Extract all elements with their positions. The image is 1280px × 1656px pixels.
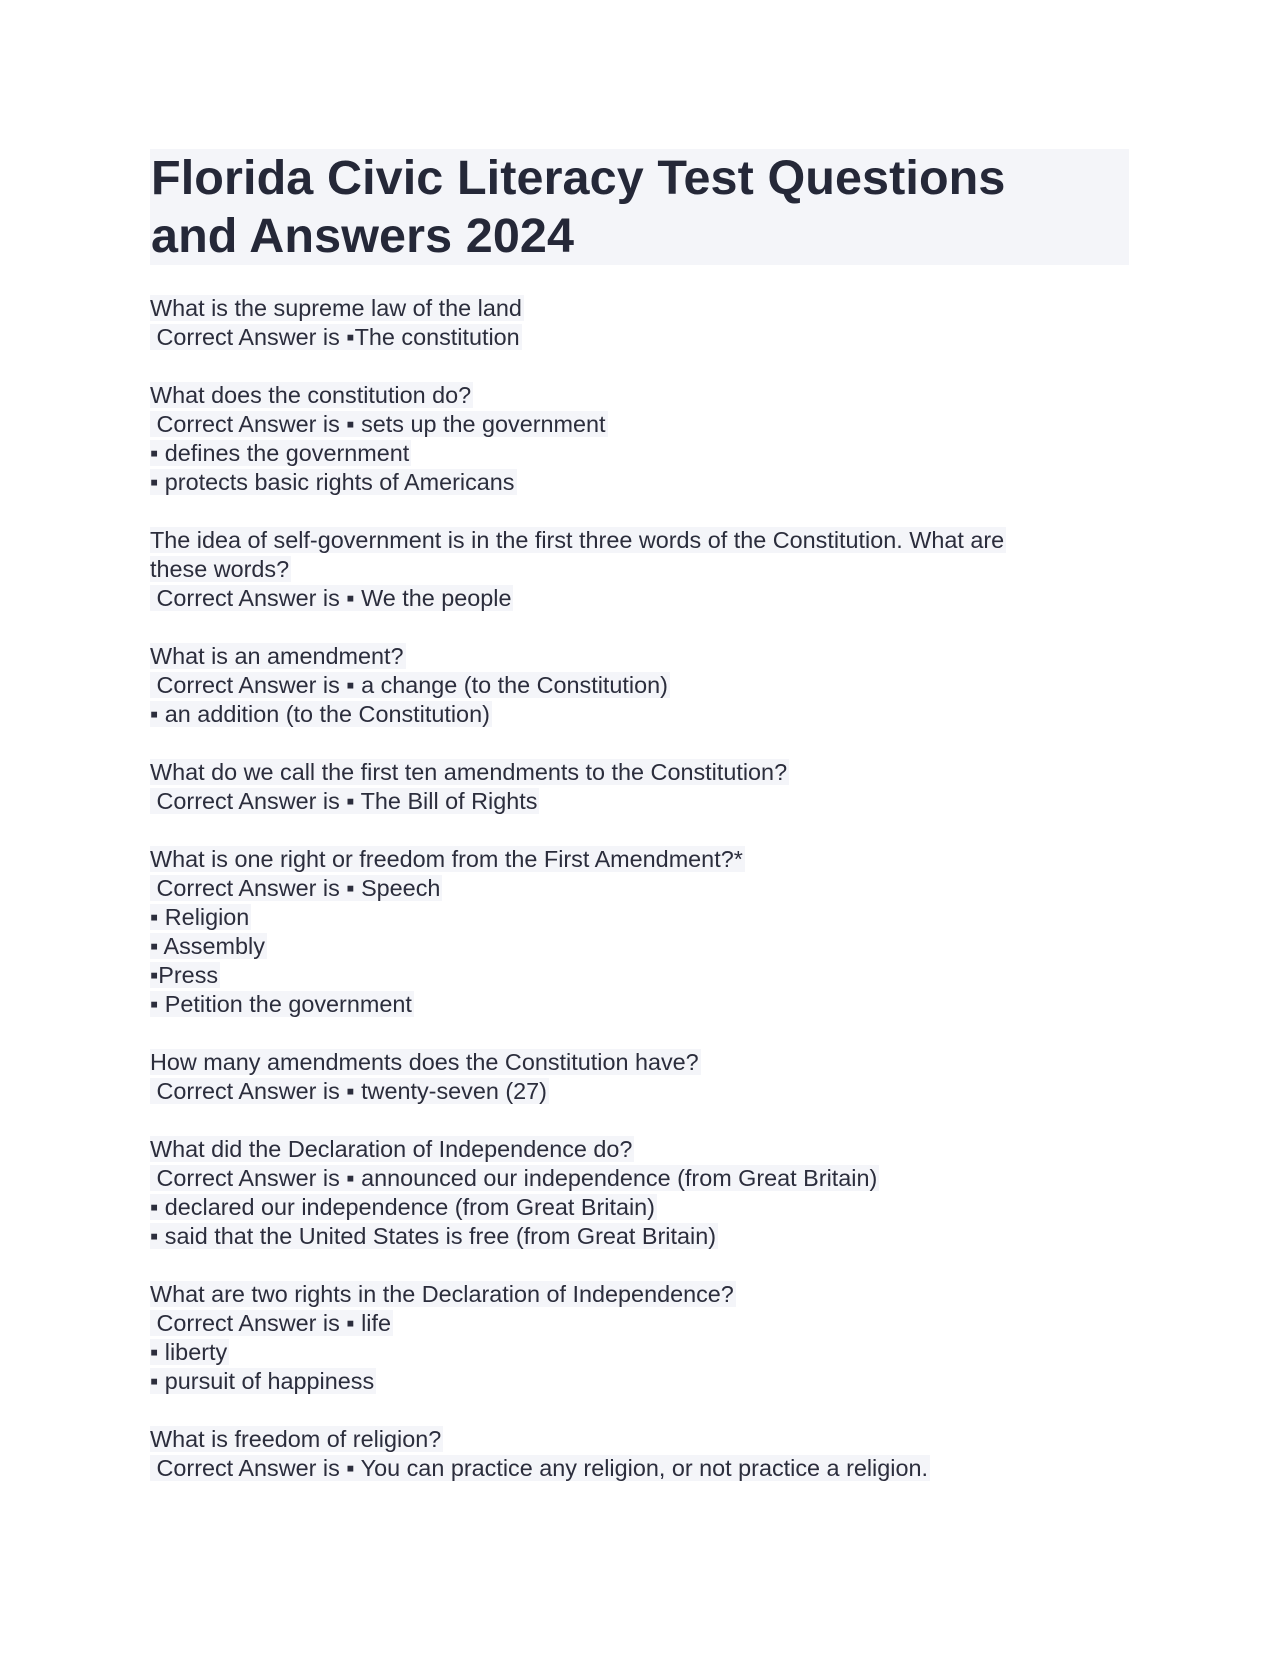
- correct-answer-line: [150, 1164, 1130, 1193]
- qa-item: [150, 381, 1130, 497]
- answer-text: Correct Answer is ▪ Speech: [150, 875, 441, 901]
- correct-answer-line: [150, 1077, 1130, 1106]
- question-text: What is one right or freedom from the First Amendment?*: [150, 846, 743, 872]
- correct-answer-line: [150, 323, 1130, 352]
- question-line: [150, 758, 1130, 787]
- qa-item: [150, 642, 1130, 729]
- answer-text: Correct Answer is ▪ a change (to the Constitution): [150, 672, 668, 698]
- question-text: What is the supreme law of the land: [150, 295, 522, 321]
- document-title: [150, 149, 1129, 265]
- correct-answer-line: [150, 874, 1130, 903]
- answer-option-line: [150, 932, 1130, 961]
- answer-text: Correct Answer is ▪ We the people: [150, 585, 512, 611]
- answer-option-line: [150, 1338, 1130, 1367]
- answer-text: ▪ pursuit of happiness: [150, 1368, 375, 1394]
- question-text: What does the constitution do?: [150, 382, 472, 408]
- answer-text: Correct Answer is ▪ sets up the government: [150, 411, 606, 437]
- qa-item: [150, 526, 1130, 613]
- answer-text: ▪Press: [150, 962, 219, 988]
- question-line: [150, 1135, 1130, 1164]
- question-line: [150, 845, 1130, 874]
- qa-item: [150, 758, 1130, 816]
- question-text: How many amendments does the Constitution have?: [150, 1049, 699, 1075]
- answer-text: ▪ liberty: [150, 1339, 228, 1365]
- answer-text: Correct Answer is ▪ You can practice any religion, or not practice a religion.: [150, 1455, 928, 1481]
- document-page: [150, 149, 1130, 1512]
- answer-text: ▪ an addition (to the Constitution): [150, 701, 490, 727]
- answer-text: Correct Answer is ▪The constitution: [150, 324, 520, 350]
- correct-answer-line: [150, 671, 1130, 700]
- question-line: [150, 1280, 1130, 1309]
- question-text: What did the Declaration of Independence do?: [150, 1136, 633, 1162]
- answer-text: Correct Answer is ▪ life: [150, 1310, 391, 1336]
- answer-text: ▪ protects basic rights of Americans: [150, 469, 515, 495]
- qa-item: [150, 1135, 1130, 1251]
- qa-item: [150, 294, 1130, 352]
- question-line: [150, 555, 1130, 584]
- answer-text: ▪ Petition the government: [150, 991, 412, 1017]
- correct-answer-line: [150, 1454, 1130, 1483]
- answer-option-line: [150, 700, 1130, 729]
- correct-answer-line: [150, 787, 1130, 816]
- answer-text: Correct Answer is ▪ twenty-seven (27): [150, 1078, 547, 1104]
- qa-item: [150, 1048, 1130, 1106]
- answer-option-line: [150, 468, 1130, 497]
- question-line: [150, 1048, 1130, 1077]
- question-line: [150, 294, 1130, 323]
- answer-option-line: [150, 1367, 1130, 1396]
- answer-option-line: [150, 903, 1130, 932]
- document-title-line-1: Florida Civic Literacy Test Questions: [151, 151, 1006, 205]
- question-line: [150, 1425, 1130, 1454]
- qa-list: [150, 294, 1130, 1483]
- answer-option-line: [150, 961, 1130, 990]
- answer-option-line: [150, 990, 1130, 1019]
- question-text: What is freedom of religion?: [150, 1426, 442, 1452]
- answer-text: ▪ declared our independence (from Great Britain): [150, 1194, 655, 1220]
- question-text: What do we call the first ten amendments to the Constitution?: [150, 759, 788, 785]
- answer-text: ▪ Assembly: [150, 933, 265, 959]
- qa-item: [150, 845, 1130, 1019]
- answer-option-line: [150, 1193, 1130, 1222]
- correct-answer-line: [150, 584, 1130, 613]
- qa-item: [150, 1280, 1130, 1396]
- answer-text: Correct Answer is ▪ announced our independence (from Great Britain): [150, 1165, 878, 1191]
- document-title-line-2: and Answers 2024: [151, 209, 575, 263]
- answer-option-line: [150, 1222, 1130, 1251]
- question-text: The idea of self-government is in the first three words of the Constitution. What are: [150, 527, 1005, 553]
- correct-answer-line: [150, 410, 1130, 439]
- question-line: [150, 526, 1130, 555]
- answer-text: ▪ Religion: [150, 904, 250, 930]
- question-text: What are two rights in the Declaration of Independence?: [150, 1281, 734, 1307]
- answer-text: ▪ said that the United States is free (from Great Britain): [150, 1223, 717, 1249]
- question-text: these words?: [150, 556, 290, 582]
- correct-answer-line: [150, 1309, 1130, 1338]
- question-text: What is an amendment?: [150, 643, 404, 669]
- answer-text: Correct Answer is ▪ The Bill of Rights: [150, 788, 538, 814]
- question-line: [150, 381, 1130, 410]
- qa-item: [150, 1425, 1130, 1483]
- answer-option-line: [150, 439, 1130, 468]
- answer-text: ▪ defines the government: [150, 440, 410, 466]
- question-line: [150, 642, 1130, 671]
